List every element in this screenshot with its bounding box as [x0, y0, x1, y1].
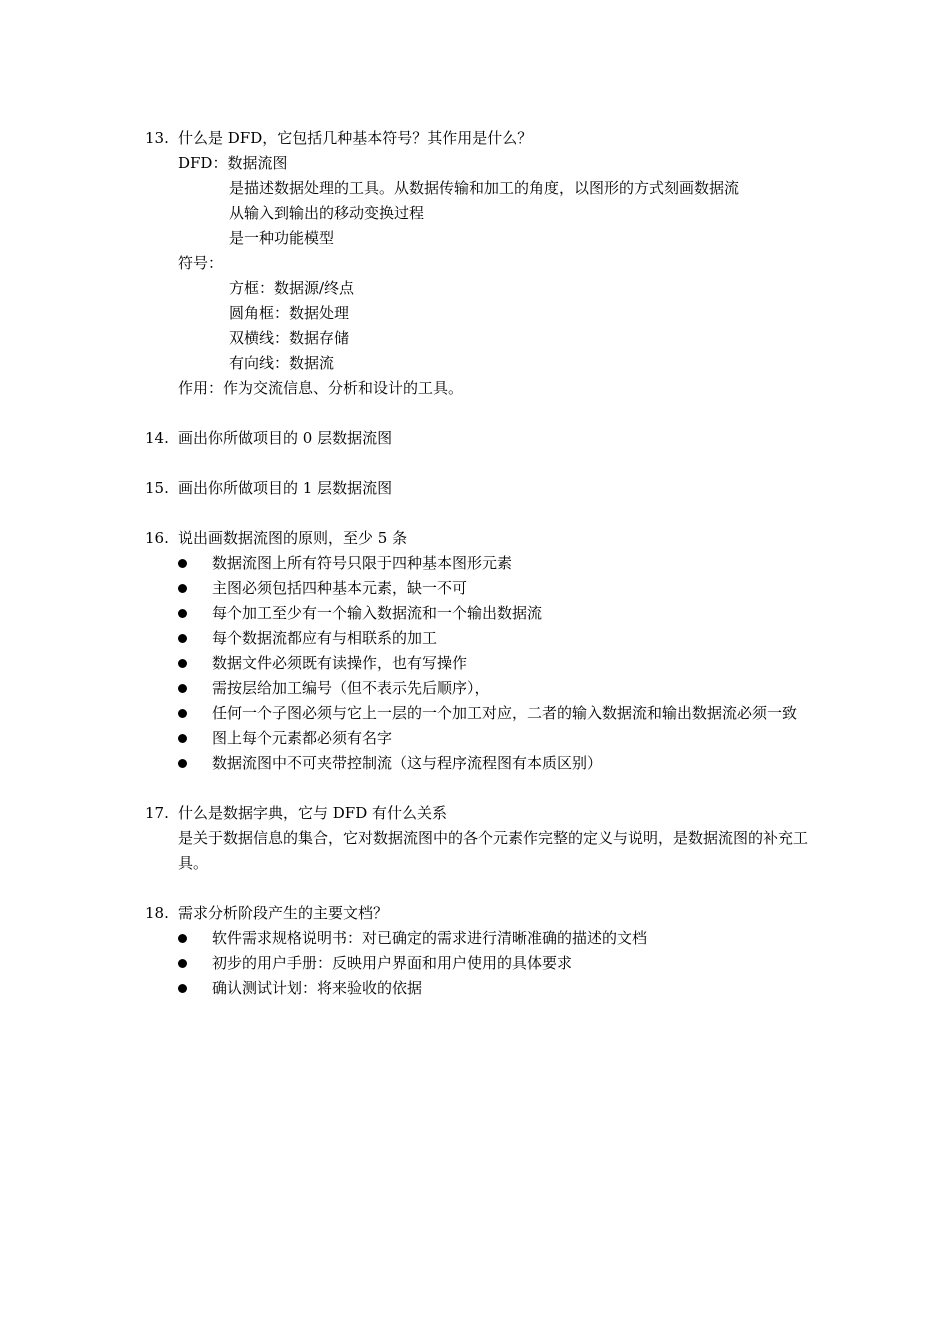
- list-item: [178, 726, 808, 751]
- bullet-icon: [178, 559, 187, 568]
- question-title: 说出画数据流图的原则，至少 5 条: [178, 529, 408, 547]
- question-14: [0, 426, 808, 451]
- list-item-text: 确认测试计划：将来验收的依据: [212, 979, 423, 997]
- bullet-icon: [178, 759, 187, 768]
- list-item: [178, 926, 808, 951]
- question-17: [0, 801, 808, 876]
- list-item: [178, 976, 808, 1001]
- bullet-icon: [178, 734, 187, 743]
- list-item: [178, 676, 808, 701]
- dfd-description: 是一种功能模型: [229, 229, 335, 247]
- usage-text: 作用：作为交流信息、分析和设计的工具。: [178, 379, 464, 397]
- list-item-text: 每个加工至少有一个输入数据流和一个输出数据流: [212, 604, 543, 622]
- question-number: 17.: [145, 804, 169, 822]
- bullet-icon: [178, 584, 187, 593]
- dfd-description: 从输入到输出的移动变换过程: [229, 204, 425, 222]
- question-16: [0, 526, 808, 776]
- list-item-text: 数据流图上所有符号只限于四种基本图形元素: [212, 554, 513, 572]
- symbol-item: 圆角框：数据处理: [229, 304, 350, 322]
- question-title: 什么是数据字典，它与 DFD 有什么关系: [178, 804, 447, 822]
- bullet-icon: [178, 634, 187, 643]
- documents-list: [178, 926, 808, 1001]
- list-item-text: 任何一个子图必须与它上一层的一个加工对应，二者的输入数据流和输出数据流必须一致: [212, 704, 798, 722]
- bullet-icon: [178, 609, 187, 618]
- list-item-text: 主图必须包括四种基本元素，缺一不可: [212, 579, 468, 597]
- question-18: [0, 901, 808, 1001]
- question-number: 15.: [145, 479, 169, 497]
- list-item-text: 软件需求规格说明书：对已确定的需求进行清晰准确的描述的文档: [212, 929, 648, 947]
- question-title: 画出你所做项目的 1 层数据流图: [178, 479, 393, 497]
- list-item: [178, 701, 808, 726]
- list-item: [178, 551, 808, 576]
- answer-text: 是关于数据信息的集合，它对数据流图中的各个元素作完整的定义与说明，是数据流图的补充工具。: [178, 829, 809, 872]
- bullet-icon: [178, 684, 187, 693]
- list-item: [178, 626, 808, 651]
- dfd-label: DFD：数据流图: [178, 154, 288, 172]
- list-item-text: 数据流图中不可夹带控制流（这与程序流程图有本质区别）: [212, 754, 603, 772]
- question-15: [0, 476, 808, 501]
- list-item: [178, 951, 808, 976]
- bullet-icon: [178, 659, 187, 668]
- question-title: 什么是 DFD，它包括几种基本符号？其作用是什么？: [178, 129, 533, 147]
- list-item-text: 每个数据流都应有与相联系的加工: [212, 629, 438, 647]
- dfd-description: 是描述数据处理的工具。从数据传输和加工的角度，以图形的方式刻画数据流: [229, 179, 740, 197]
- question-number: 18.: [145, 904, 169, 922]
- question-number: 16.: [145, 529, 169, 547]
- document-page: [0, 126, 950, 1026]
- bullet-icon: [178, 709, 187, 718]
- principles-list: [178, 551, 808, 776]
- list-item-text: 数据文件必须既有读操作，也有写操作: [212, 654, 468, 672]
- question-13: [0, 126, 808, 401]
- list-item-text: 图上每个元素都必须有名字: [212, 729, 393, 747]
- symbol-item: 方框：数据源/终点: [229, 279, 355, 297]
- question-number: 13.: [145, 129, 169, 147]
- symbol-item: 双横线：数据存储: [229, 329, 350, 347]
- list-item-text: 需按层给加工编号（但不表示先后顺序），: [212, 679, 490, 697]
- question-title: 需求分析阶段产生的主要文档？: [178, 904, 389, 922]
- list-item-text: 初步的用户手册：反映用户界面和用户使用的具体要求: [212, 954, 573, 972]
- list-item: [178, 751, 808, 776]
- list-item: [178, 601, 808, 626]
- question-number: 14.: [145, 429, 169, 447]
- bullet-icon: [178, 959, 187, 968]
- bullet-icon: [178, 934, 187, 943]
- list-item: [178, 576, 808, 601]
- list-item: [178, 651, 808, 676]
- bullet-icon: [178, 984, 187, 993]
- symbol-item: 有向线：数据流: [229, 354, 335, 372]
- symbols-label: 符号：: [178, 254, 224, 272]
- question-title: 画出你所做项目的 0 层数据流图: [178, 429, 393, 447]
